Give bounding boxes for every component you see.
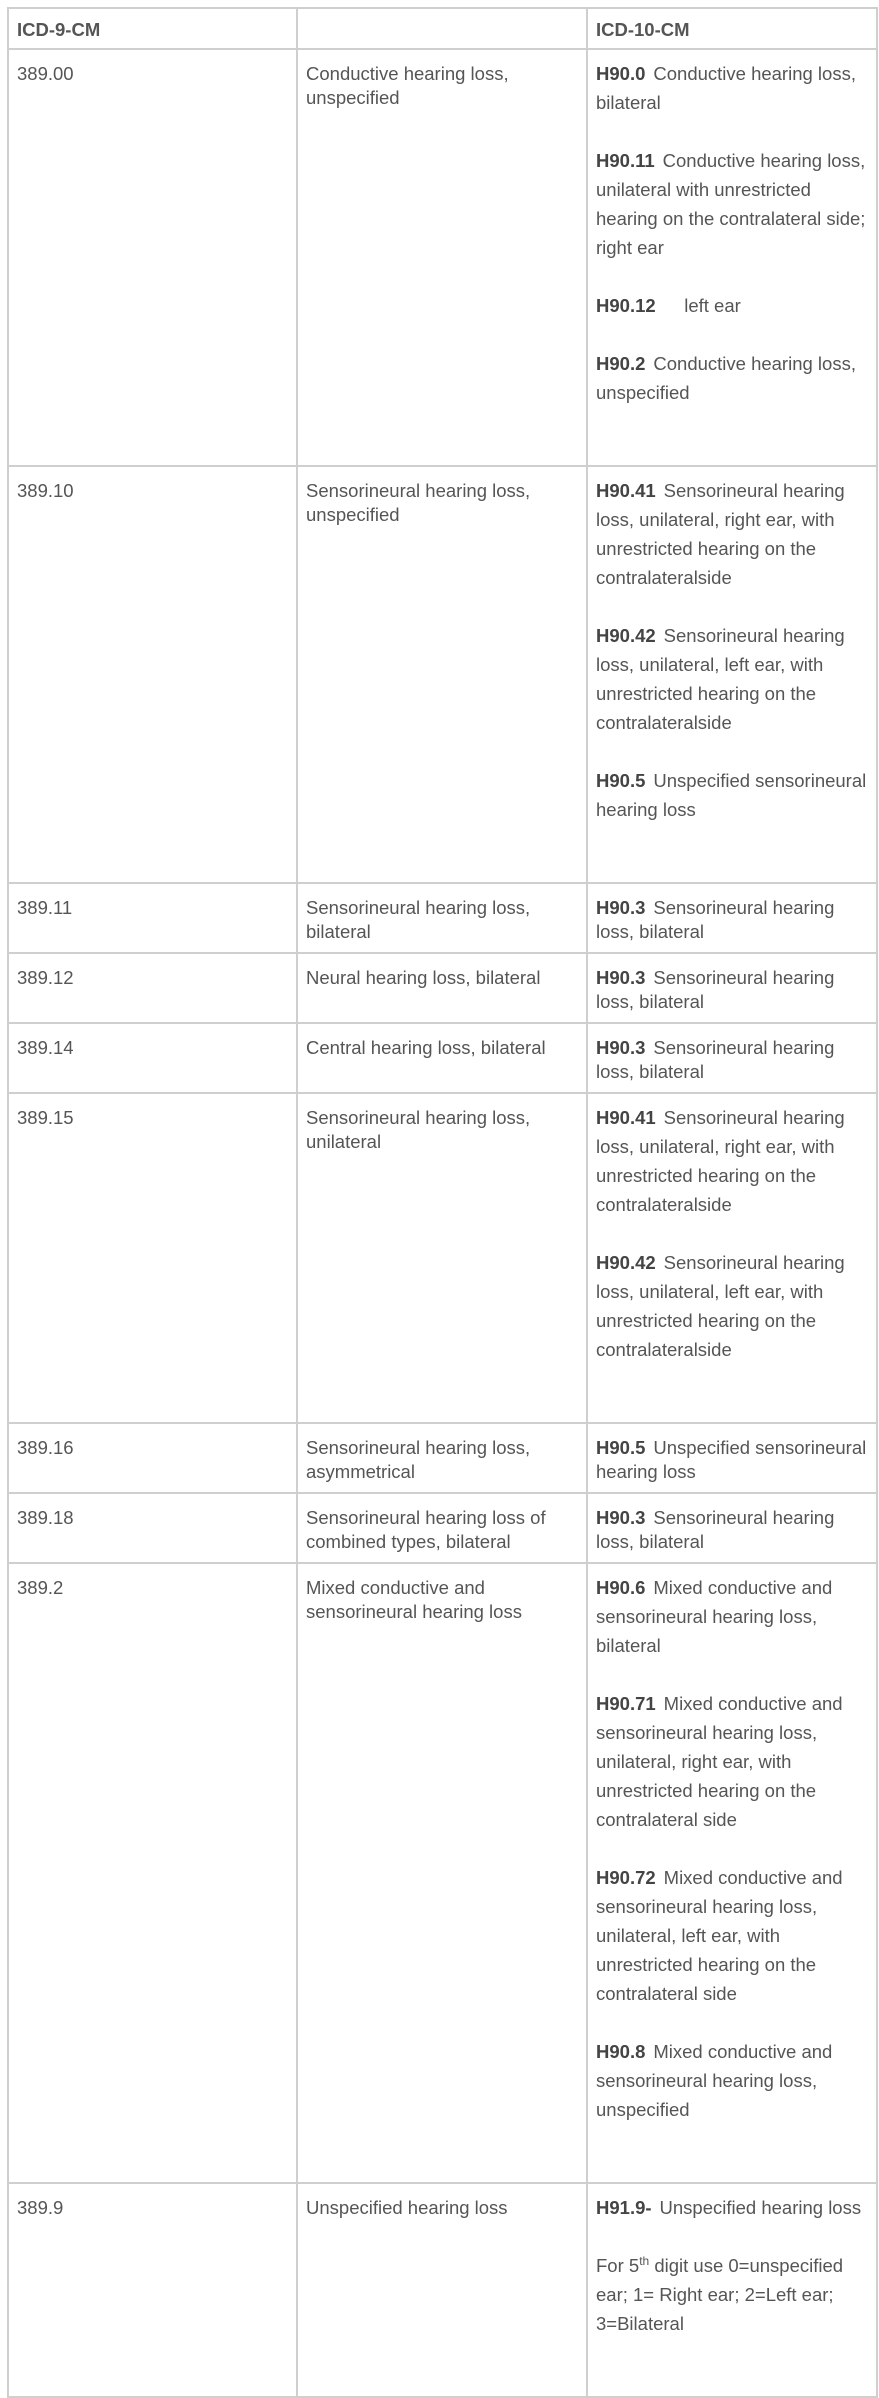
icd10-code: H90.2	[596, 353, 646, 374]
icd10-description: Mixed conductive and sensorineural hearing loss, unilateral, right ear, with unrestricted hearing on the contralateral side	[596, 1693, 843, 1830]
table-row	[8, 1023, 877, 1093]
icd10-code: H90.42	[596, 625, 656, 646]
icd10-entry	[596, 476, 868, 592]
icd10-entry	[596, 146, 868, 262]
table-row	[8, 953, 877, 1023]
description-cell: Central hearing loss, bilateral	[297, 1023, 587, 1093]
icd10-entry	[596, 2037, 868, 2124]
note-prefix: For 5	[596, 2255, 640, 2276]
icd10-code: H90.11	[596, 150, 655, 171]
icd10-codes-cell	[587, 49, 877, 466]
icd10-code: H90.5	[596, 770, 646, 791]
table-row	[8, 1563, 877, 2183]
icd10-description: Sensorineural hearing loss, bilateral	[596, 1037, 835, 1082]
icd10-code: H90.72	[596, 1867, 656, 1888]
icd10-code: H90.3	[596, 1507, 646, 1528]
icd10-description: Conductive hearing loss, unilateral with unrestricted hearing on the contralateral side; right ear	[596, 150, 866, 258]
table-row	[8, 466, 877, 883]
icd9-code-cell: 389.14	[8, 1023, 297, 1093]
icd10-entry	[596, 291, 868, 320]
icd10-description: Mixed conductive and sensorineural hearing loss, unilateral, left ear, with unrestricted hearing on the contralateral side	[596, 1867, 843, 2004]
icd10-code: H90.0	[596, 63, 646, 84]
description-cell: Neural hearing loss, bilateral	[297, 953, 587, 1023]
icd10-entry	[596, 1506, 868, 1554]
icd10-code: H90.3	[596, 897, 646, 918]
icd9-code-cell: 389.10	[8, 466, 297, 883]
icd10-code: H90.5	[596, 1437, 646, 1458]
table-row	[8, 1423, 877, 1493]
icd10-code: H90.42	[596, 1252, 656, 1273]
icd10-entry	[596, 1103, 868, 1219]
icd10-entry	[596, 1036, 868, 1084]
icd10-entry	[596, 621, 868, 737]
header-icd9: ICD-9-CM	[8, 8, 297, 49]
icd10-entry	[596, 59, 868, 117]
icd10-entry	[596, 966, 868, 1014]
icd10-description: Sensorineural hearing loss, bilateral	[596, 897, 835, 942]
icd10-description: Conductive hearing loss, unspecified	[596, 353, 856, 403]
icd10-codes-cell	[587, 1493, 877, 1563]
description-cell: Sensorineural hearing loss, unspecified	[297, 466, 587, 883]
icd10-entry	[596, 1248, 868, 1364]
icd9-code-cell: 389.12	[8, 953, 297, 1023]
icd10-code: H90.6	[596, 1577, 646, 1598]
icd10-description: Sensorineural hearing loss, bilateral	[596, 1507, 835, 1552]
icd10-description: Conductive hearing loss, bilateral	[596, 63, 856, 113]
table-row	[8, 1093, 877, 1423]
icd10-codes-cell	[587, 1023, 877, 1093]
icd10-entry	[596, 1689, 868, 1834]
description-cell: Mixed conductive and sensorineural hearing loss	[297, 1563, 587, 2183]
icd10-description: Mixed conductive and sensorineural hearing loss, bilateral	[596, 1577, 833, 1656]
icd10-description: Sensorineural hearing loss, unilateral, right ear, with unrestricted hearing on the contralateralside	[596, 1107, 845, 1215]
header-row	[8, 8, 877, 49]
icd9-code-cell: 389.15	[8, 1093, 297, 1423]
icd9-code-cell: 389.9	[8, 2183, 297, 2397]
icd9-code-cell: 389.00	[8, 49, 297, 466]
icd10-code: H91.9-	[596, 2197, 652, 2218]
icd10-code: H90.71	[596, 1693, 656, 1714]
icd10-codes-cell	[587, 1563, 877, 2183]
icd10-entry	[596, 896, 868, 944]
icd10-entry	[596, 349, 868, 407]
icd10-codes-cell	[587, 466, 877, 883]
description-cell: Sensorineural hearing loss of combined types, bilateral	[297, 1493, 587, 1563]
table-row	[8, 1493, 877, 1563]
header-icd10: ICD-10-CM	[587, 8, 877, 49]
icd9-code-cell: 389.18	[8, 1493, 297, 1563]
icd10-description: left ear	[663, 295, 741, 316]
icd10-entry	[596, 1436, 868, 1484]
table-row	[8, 883, 877, 953]
icd-crosswalk-table	[7, 7, 878, 2398]
description-cell: Sensorineural hearing loss, unilateral	[297, 1093, 587, 1423]
icd10-codes-cell	[587, 1423, 877, 1493]
icd10-code: H90.41	[596, 1107, 656, 1128]
icd10-description: Sensorineural hearing loss, unilateral, left ear, with unrestricted hearing on the contralateralside	[596, 1252, 845, 1360]
note-sup: th	[639, 2253, 650, 2268]
icd10-code: H90.8	[596, 2041, 646, 2062]
icd10-entry	[596, 2193, 868, 2222]
description-cell: Unspecified hearing loss	[297, 2183, 587, 2397]
note-suffix: digit use 0=unspecified ear; 1= Right ear; 2=Left ear; 3=Bilateral	[596, 2255, 844, 2334]
icd10-codes-cell	[587, 883, 877, 953]
icd10-description: Unspecified sensorineural hearing loss	[596, 1437, 867, 1482]
icd10-codes-cell	[587, 2183, 877, 2397]
icd9-code-cell: 389.11	[8, 883, 297, 953]
icd10-entry	[596, 766, 868, 824]
description-cell: Sensorineural hearing loss, asymmetrical	[297, 1423, 587, 1493]
icd9-code-cell: 389.16	[8, 1423, 297, 1493]
icd10-codes-cell	[587, 1093, 877, 1423]
header-description	[297, 8, 587, 49]
icd10-entry	[596, 1573, 868, 1660]
description-cell: Conductive hearing loss, unspecified	[297, 49, 587, 466]
icd10-description: Mixed conductive and sensorineural hearing loss, unspecified	[596, 2041, 833, 2120]
digit-note	[596, 2251, 868, 2338]
icd10-codes-cell	[587, 953, 877, 1023]
icd10-entry	[596, 1863, 868, 2008]
table-row	[8, 2183, 877, 2397]
icd9-code-cell: 389.2	[8, 1563, 297, 2183]
icd10-code: H90.3	[596, 967, 646, 988]
icd10-description: Sensorineural hearing loss, unilateral, left ear, with unrestricted hearing on the contralateralside	[596, 625, 845, 733]
icd10-code: H90.41	[596, 480, 656, 501]
icd10-description: Sensorineural hearing loss, bilateral	[596, 967, 835, 1012]
icd10-code: H90.12	[596, 295, 656, 316]
description-cell: Sensorineural hearing loss, bilateral	[297, 883, 587, 953]
icd10-code: H90.3	[596, 1037, 646, 1058]
icd10-description: Unspecified hearing loss	[659, 2197, 862, 2218]
icd10-description: Unspecified sensorineural hearing loss	[596, 770, 867, 820]
table-row	[8, 49, 877, 466]
icd10-description: Sensorineural hearing loss, unilateral, right ear, with unrestricted hearing on the contralateralside	[596, 480, 845, 588]
